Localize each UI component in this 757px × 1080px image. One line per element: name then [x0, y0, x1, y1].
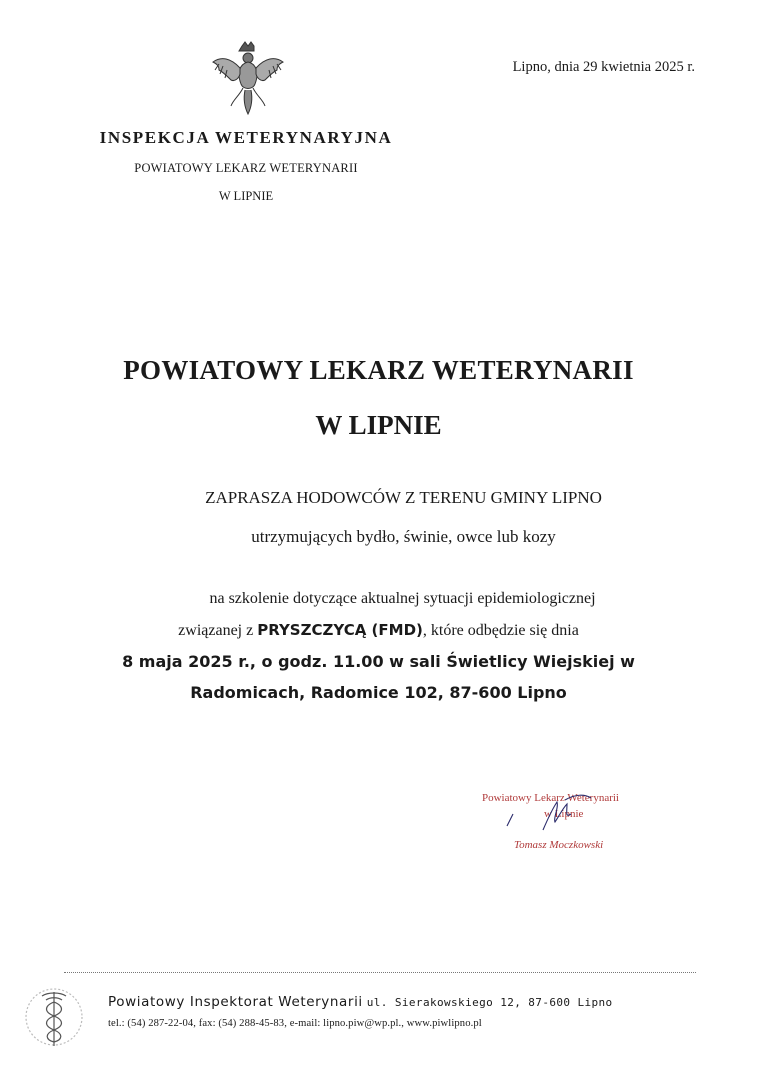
training-disease-line [0, 621, 757, 640]
event-datetime-line: 8 maja 2025 r., o godz. 11.00 w sali Świetlicy Wiejskiej w [122, 652, 635, 671]
caduceus-logo-icon [18, 984, 90, 1050]
invitation-line: ZAPRASZA HODOWCÓW Z TERENU GMINY LIPNO [205, 488, 602, 507]
document-subheading: W LIPNIE [315, 410, 442, 440]
document-heading: POWIATOWY LEKARZ WETERYNARII [123, 355, 634, 385]
organization-city: W LIPNIE [218, 189, 274, 203]
footer-contact-info: tel.: (54) 287-22-04, fax: (54) 288-45-83, e-mail: lipno.piw@wp.pl., www.piwlipno.pl [108, 1018, 482, 1029]
stamp-title: Powiatowy Lekarz Weterynarii [482, 792, 619, 804]
footer-address: ul. Sierakowskiego 12, 87-600 Lipno [366, 996, 613, 1009]
organization-office: POWIATOWY LEKARZ WETERYNARII [134, 161, 358, 175]
target-audience-line: utrzymujących bydło, świnie, owce lub kozy [251, 527, 556, 546]
polish-eagle-emblem-icon [209, 40, 287, 116]
stamp-name: Tomasz Moczkowski [514, 839, 604, 851]
footer-organization: Powiatowy Inspektorat Weterynarii [108, 994, 363, 1010]
disease-name: PRYSZCZYCĄ (FMD) [257, 621, 423, 639]
handwritten-signature [495, 790, 615, 840]
training-topic-line: na szkolenie dotyczące aktualnej sytuacji epidemiologicznej [209, 590, 596, 607]
disease-prefix: związanej z [178, 622, 258, 639]
document-date: Lipno, dnia 29 kwietnia 2025 r. [512, 59, 695, 75]
footer-org-line [108, 993, 613, 1011]
event-location-line: Radomicach, Radomice 102, 87-600 Lipno [190, 683, 567, 702]
footer-divider [64, 972, 696, 973]
disease-suffix: , które odbędzie się dnia [422, 622, 579, 639]
stamp-city: w Lipnie [544, 808, 584, 820]
organization-name: INSPEKCJA WETERYNARYJNA [99, 128, 393, 147]
